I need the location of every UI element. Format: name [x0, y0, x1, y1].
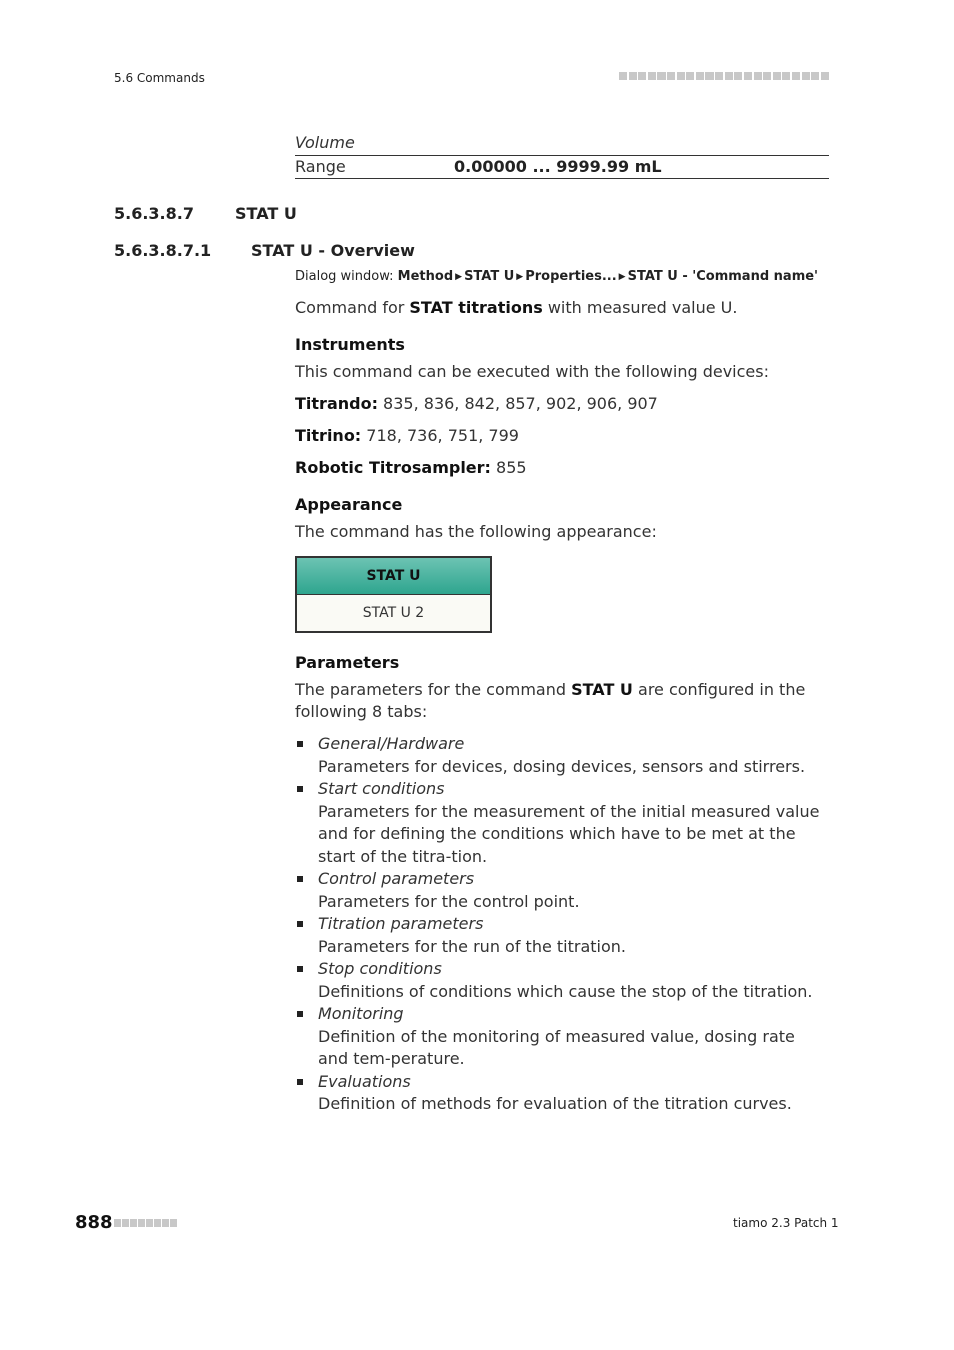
subsection-number: 5.6.3.8.7.1	[114, 241, 212, 260]
device-line	[295, 425, 829, 447]
tab-description: Definition of the monitoring of measured value, dosing rate and tem-perature.	[318, 1026, 795, 1068]
appearance-heading: Appearance	[295, 495, 403, 514]
intro-text: Command for	[295, 298, 410, 317]
tab-name: Control parameters	[318, 869, 475, 888]
instruments-text: This command can be executed with the following devices:	[295, 362, 769, 381]
tab-name: Start conditions	[318, 779, 445, 798]
tab-description: Parameters for the control point.	[318, 891, 580, 911]
parameters-text	[295, 679, 829, 723]
device-line	[295, 393, 829, 415]
command-box-name: STAT U 2	[362, 605, 425, 621]
appearance-text: The command has the following appearance:	[295, 522, 657, 541]
dialog-path-step: STAT U - 'Command name'	[627, 269, 819, 284]
tab-description: Parameters for devices, dosing devices, sensors and stirrers.	[318, 756, 806, 776]
device-line	[295, 457, 829, 479]
section-number: 5.6.3.8.7	[114, 204, 194, 223]
list-item	[295, 868, 829, 913]
dialog-path-prefix: Dialog window:	[295, 269, 394, 284]
subsection-title: STAT U - Overview	[251, 241, 415, 260]
device-models: 835, 836, 842, 857, 902, 906, 907	[377, 394, 658, 413]
bullet-square-icon	[297, 741, 303, 747]
triangle-right-icon: ▶	[516, 272, 524, 282]
list-item	[295, 778, 829, 868]
tab-name: General/Hardware	[318, 734, 465, 753]
bullet-square-icon	[297, 876, 303, 882]
triangle-right-icon: ▶	[618, 272, 626, 282]
parameters-text-end: are configured in the following 8 tabs:	[295, 680, 806, 721]
list-item	[295, 733, 829, 778]
parameters-text-start: The parameters for the command	[295, 680, 572, 699]
list-item	[295, 958, 829, 1003]
list-item	[295, 913, 829, 958]
tab-description: Parameters for the run of the titration.	[318, 936, 626, 956]
range-label: Range	[295, 157, 346, 176]
dialog-path-step: Properties...	[525, 269, 617, 284]
volume-table-title: Volume	[295, 133, 355, 152]
device-models: 718, 736, 751, 799	[361, 426, 519, 445]
dialog-window-path	[295, 269, 818, 284]
bullet-square-icon	[297, 786, 303, 792]
device-label: Robotic Titrosampler:	[295, 458, 491, 477]
range-value: 0.00000 ... 9999.99 mL	[454, 157, 662, 176]
page-number: 888	[75, 1212, 113, 1233]
instruments-heading: Instruments	[295, 335, 405, 354]
dialog-path-step: Method	[397, 269, 454, 284]
tab-name: Evaluations	[318, 1071, 411, 1091]
device-label: Titrino:	[295, 426, 362, 445]
list-item	[295, 1071, 829, 1116]
footer-product: tiamo 2.3 Patch 1	[733, 1216, 839, 1230]
list-item	[295, 1003, 829, 1071]
intro-text-end: with measured value U.	[542, 298, 738, 317]
bullet-square-icon	[297, 1079, 303, 1085]
parameters-bold: STAT U	[571, 680, 633, 699]
command-appearance-box	[295, 556, 492, 633]
section-title: STAT U	[235, 204, 297, 223]
table-rule-top	[295, 155, 829, 156]
intro-bold: STAT titrations	[409, 298, 543, 317]
footer-decoration	[114, 1219, 177, 1227]
table-rule-bottom	[295, 178, 829, 179]
bullet-square-icon	[297, 1011, 303, 1017]
dialog-path-step: STAT U	[464, 269, 515, 284]
triangle-right-icon: ▶	[455, 272, 463, 282]
tab-description: Parameters for the measurement of the initial measured value and for defining the conditions which have to be met at the start of the titra-tion.	[318, 801, 820, 866]
tab-name: Monitoring	[318, 1004, 404, 1023]
parameters-heading: Parameters	[295, 653, 400, 672]
intro-paragraph	[295, 297, 829, 319]
tab-name: Stop conditions	[318, 959, 442, 978]
device-label: Titrando:	[295, 394, 378, 413]
tab-description: Definition of methods for evaluation of the titration curves.	[318, 1094, 792, 1113]
device-models: 855	[490, 458, 527, 477]
running-header-section: 5.6 Commands	[114, 71, 205, 85]
parameter-tabs-list	[295, 733, 829, 1116]
bullet-square-icon	[297, 966, 303, 972]
tab-name: Titration parameters	[318, 914, 484, 933]
bullet-square-icon	[297, 921, 303, 927]
tab-description: Definitions of conditions which cause the stop of the titration.	[318, 981, 813, 1001]
header-decoration	[619, 72, 829, 81]
command-box-title: STAT U	[297, 558, 490, 595]
